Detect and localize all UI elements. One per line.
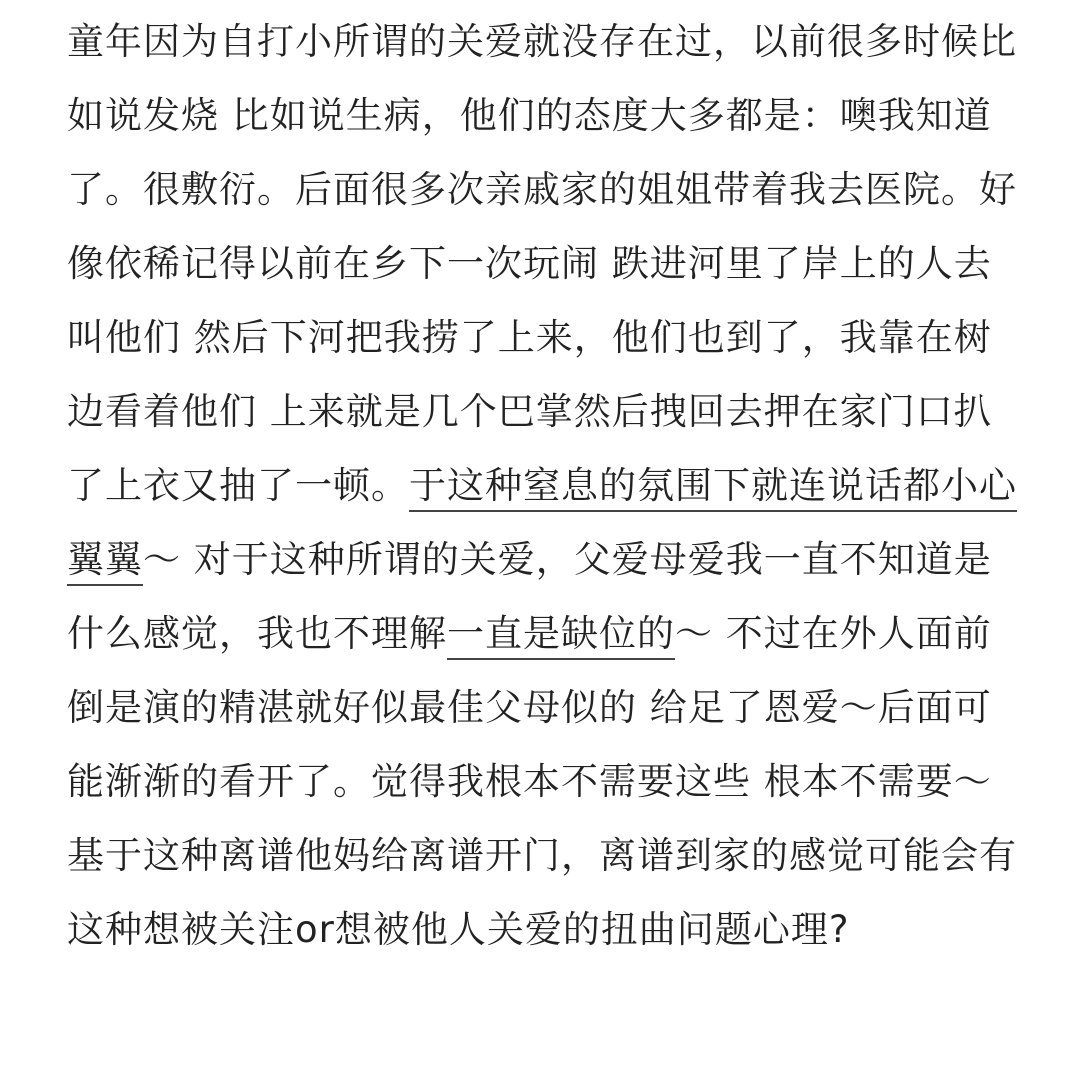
text-segment: 童年因为自打小所谓的关爱就没存在过，以前很多时候比如说发烧 比如说生病，他们的态度大多都是：噢我知道了。很敷衍。后面很多次亲戚家的姐姐带着我去医院。好像依稀记得以前在乡下一次玩闹 跌进河里了岸上的人去叫他们 然后下河把我捞了上来，他们也到了，我靠在树边看着他们 上来就是几个巴掌然后拽回去押在家门口扒了上衣又抽了一顿。 [67, 20, 1017, 507]
text-segment: ～ 对于这种所谓的关爱，父爱母爱我一直不知道是什么感觉，我也不理解 [67, 538, 992, 655]
article-paragraph [67, 5, 1017, 967]
text-segment: ～ 不过在外人面前 倒是演的精湛就好似最佳父母似的 给足了恩爱～后面可能渐渐的看开了。觉得我根本不需要这些 根本不需要～基于这种离谱他妈给离谱开门，离谱到家的感觉可能会有这种想被关注or想被他人关爱的扭曲问题心理? [67, 612, 1017, 951]
underlined-text: 于这种窒息的氛围下就连说话都小心翼翼 [67, 464, 1017, 581]
underlined-text: 一直是缺位的 [447, 612, 675, 655]
article-body [67, 5, 1017, 967]
